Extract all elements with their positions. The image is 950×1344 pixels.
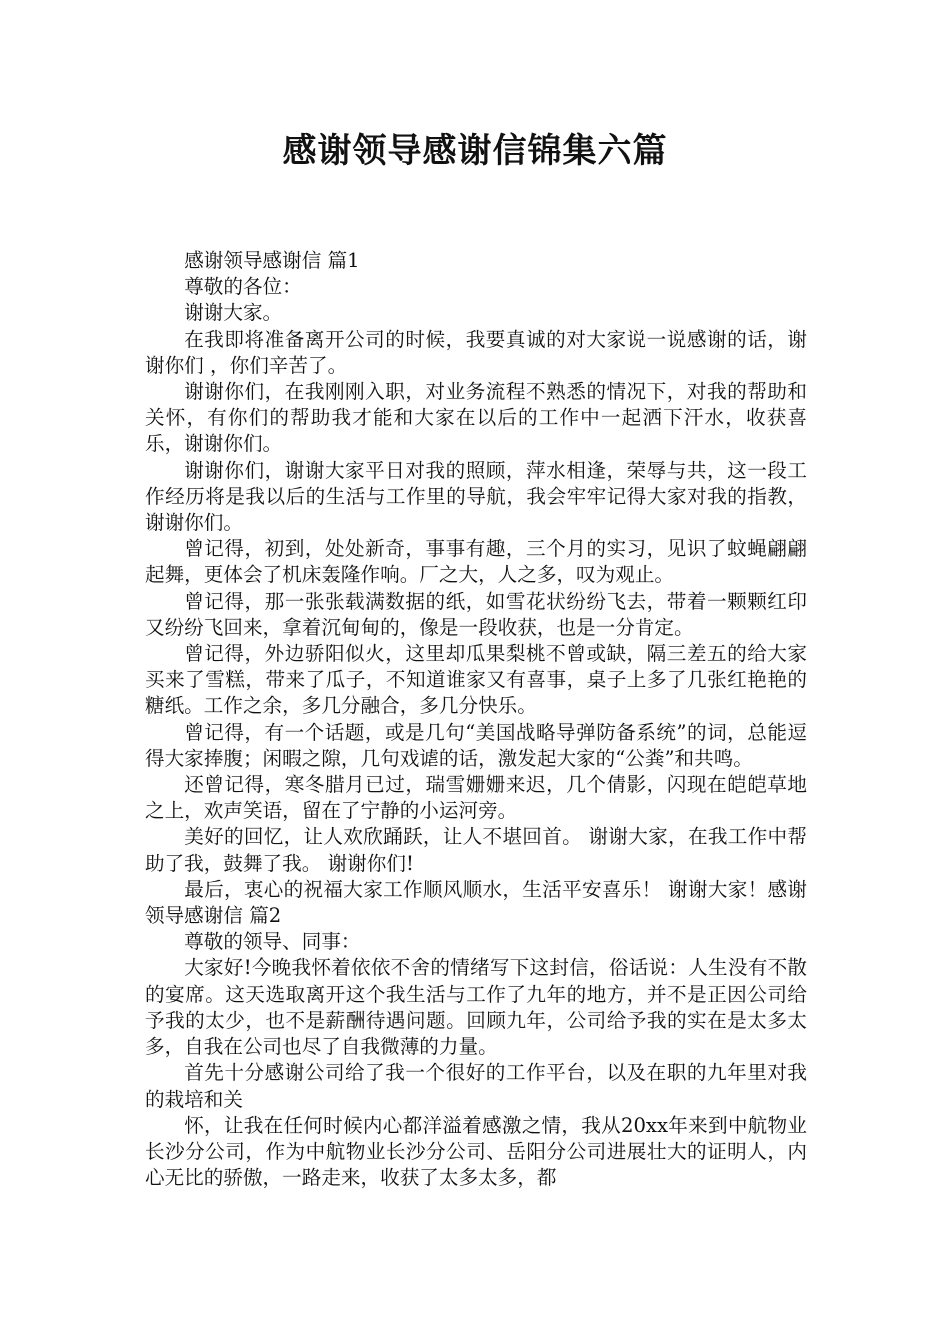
document-body	[145, 248, 807, 1191]
paragraph: 谢谢你们，在我刚刚入职，对业务流程不熟悉的情况下，对我的帮助和关怀，有你们的帮助我才能和大家在以后的工作中一起洒下汗水，收获喜乐，谢谢你们。	[145, 380, 807, 456]
paragraph: 美好的回忆，让人欢欣踊跃，让人不堪回首。 谢谢大家，在我工作中帮助了我，鼓舞了我。 谢谢你们!	[145, 825, 807, 875]
paragraph: 曾记得，初到，处处新奇，事事有趣，三个月的实习，见识了蚊蝇翩翩起舞，更体会了机床轰隆作响。厂之大，人之多，叹为观止。	[145, 537, 807, 587]
paragraph: 大家好!今晚我怀着依依不舍的情绪写下这封信，俗话说：人生没有不散的宴席。这天选取离开这个我生活与工作了九年的地方，并不是正因公司给予我的太少，也不是薪酬待遇问题。回顾九年，公司给予我的实在是太多太多，自我在公司也尽了自我微薄的力量。	[145, 956, 807, 1059]
paragraph-salutation-2: 尊敬的领导、同事：	[184, 930, 361, 954]
paragraph: 最后，衷心的祝福大家工作顺风顺水，生活平安喜乐！ 谢谢大家！感谢领导感谢信 篇2	[145, 877, 807, 928]
document-title: 感谢领导感谢信锦集六篇	[282, 131, 668, 171]
paragraph: 首先十分感谢公司给了我一个很好的工作平台，以及在职的九年里对我的栽培和关	[145, 1061, 807, 1111]
paragraph: 还曾记得，寒冬腊月已过，瑞雪姗姗来迟，几个倩影，闪现在皑皑草地之上，欢声笑语，留在了宁静的小运河旁。	[145, 773, 807, 823]
paragraph: 曾记得，有一个话题，或是几句“美国战略导弹防备系统”的词，总能逗得大家捧腹；闲暇之隙，几句戏谑的话，激发起大家的“公粪”和共鸣。	[145, 720, 807, 770]
paragraph: 怀，让我在任何时候内心都洋溢着感激之情，我从20xx年来到中航物业长沙分公司，作为中航物业长沙分公司、岳阳分公司进展壮大的证明人，内心无比的骄傲，一路走来，收获了太多太多，都	[145, 1113, 807, 1190]
paragraph: 曾记得，那一张张载满数据的纸，如雪花状纷纷飞去，带着一颗颗红印又纷纷飞回来，拿着沉甸甸的，像是一段收获，也是一分肯定。	[145, 589, 807, 639]
paragraph: 在我即将准备离开公司的时候，我要真诚的对大家说一说感谢的话，谢谢你们 ，你们辛苦了。	[145, 327, 807, 377]
paragraph: 谢谢大家。	[184, 301, 283, 325]
paragraph-salutation-1: 尊敬的各位：	[184, 275, 302, 299]
paragraph: 谢谢你们，谢谢大家平日对我的照顾，萍水相逢，荣辱与共，这一段工作经历将是我以后的生活与工作里的导航，我会牢牢记得大家对我的指教，谢谢你们。	[145, 458, 807, 535]
paragraph-section-heading-1: 感谢领导感谢信 篇1	[184, 249, 360, 272]
paragraph: 曾记得，外边骄阳似火，这里却瓜果梨桃不曾或缺，隔三差五的给大家买来了雪糕，带来了瓜子，不知道谁家又有喜事，桌子上多了几张红艳艳的糖纸。工作之余，多几分融合，多几分快乐。	[145, 642, 807, 718]
